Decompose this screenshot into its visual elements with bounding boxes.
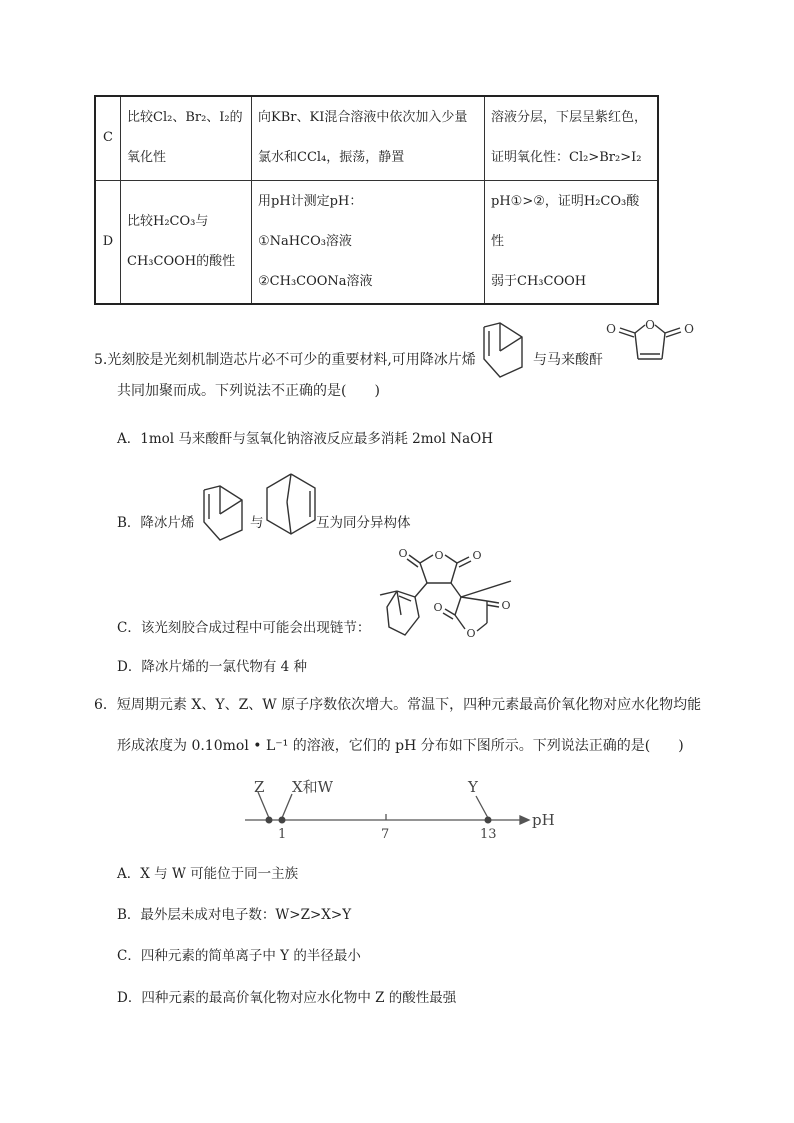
isomer-structure	[263, 468, 319, 548]
label-x-w: X和W	[292, 778, 334, 796]
q5-option-c: C．该光刻胶合成过程中可能会出现链节：	[117, 620, 371, 636]
q6-option-b: B．最外层未成对电子数：W>Z>X>Y	[117, 907, 352, 923]
point-y	[485, 817, 492, 824]
q5-line1: 5.光刻胶是光刻机制造芯片必不可少的重要材料,可用降冰片烯	[94, 352, 476, 368]
operation-cell: 用pH计测定pH： ①NaHCO₃溶液 ②CH₃COONa溶液	[252, 180, 485, 304]
q5-line2: 共同加聚而成。下列说法不正确的是( )	[117, 383, 380, 399]
q6-option-d: D．四种元素的最高价氧化物对应水化物中 Z 的酸性最强	[117, 990, 457, 1006]
q6-option-c: C．四种元素的简单离子中 Y 的半径最小	[117, 948, 361, 964]
q6-option-a: A．X 与 W 可能位于同一主族	[117, 866, 299, 882]
purpose-cell: 比较H₂CO₃与 CH₃COOH的酸性	[121, 180, 252, 304]
point-z	[266, 817, 273, 824]
oxygen-label: O	[501, 599, 511, 612]
conclusion-cell: pH①>②，证明H₂CO₃酸性 弱于CH₃COOH	[485, 180, 659, 304]
tick-label-7: 7	[381, 827, 390, 842]
oxygen-label: O	[466, 627, 476, 640]
oxygen-label: O	[606, 322, 616, 336]
oxygen-label: O	[434, 549, 444, 562]
q5-option-a: A．1mol 马来酸酐与氢氧化钠溶液反应最多消耗 2mol NaOH	[117, 431, 493, 447]
label-y: Y	[468, 778, 478, 796]
q5-option-b-and: 与	[250, 515, 264, 531]
norbornene-structure	[198, 478, 248, 548]
tick-label-1: 1	[278, 827, 287, 842]
operation-cell: 向KBr、KI混合溶液中依次加入少量 氯水和CCl₄，振荡，静置	[252, 96, 485, 180]
q5-line1-b: 与马来酸酐	[533, 352, 603, 368]
table-row	[95, 96, 658, 180]
chain-unit-structure	[375, 545, 535, 650]
norbornene-structure	[478, 315, 528, 385]
oxygen-label: O	[684, 322, 694, 336]
tick-label-13: 13	[480, 827, 497, 842]
row-label: D	[95, 180, 121, 304]
table-row	[95, 180, 658, 304]
axis-arrow-icon	[520, 816, 529, 824]
ph-axis-diagram	[240, 770, 570, 845]
axis-unit-label: pH	[532, 811, 555, 829]
row-label: C	[95, 96, 121, 180]
conclusion-cell: 溶液分层，下层呈紫红色， 证明氧化性：Cl₂>Br₂>I₂	[485, 96, 659, 180]
q5-option-d: D．降冰片烯的一氯代物有 4 种	[117, 659, 307, 675]
label-z: Z	[254, 778, 265, 796]
purpose-cell: 比较Cl₂、Br₂、I₂的 氧化性	[121, 96, 252, 180]
q6-line2: 形成浓度为 0.10mol • L⁻¹ 的溶液，它们的 pH 分布如下图所示。下列说法正确的是( )	[117, 738, 684, 754]
oxygen-label: O	[433, 601, 443, 614]
oxygen-label: O	[645, 318, 655, 332]
experiment-table	[94, 95, 659, 305]
q6-line1: 6．短周期元素 X、Y、Z、W 原子序数依次增大。常温下，四种元素最高价氧化物对应水化物均能	[94, 697, 702, 713]
q5-option-b-rest: 互为同分异构体	[316, 515, 411, 531]
maleic-anhydride-structure	[600, 315, 700, 375]
point-x-w	[279, 817, 286, 824]
oxygen-label: O	[472, 549, 482, 562]
q5-option-b: B．降冰片烯	[117, 515, 195, 531]
oxygen-label: O	[398, 547, 408, 560]
